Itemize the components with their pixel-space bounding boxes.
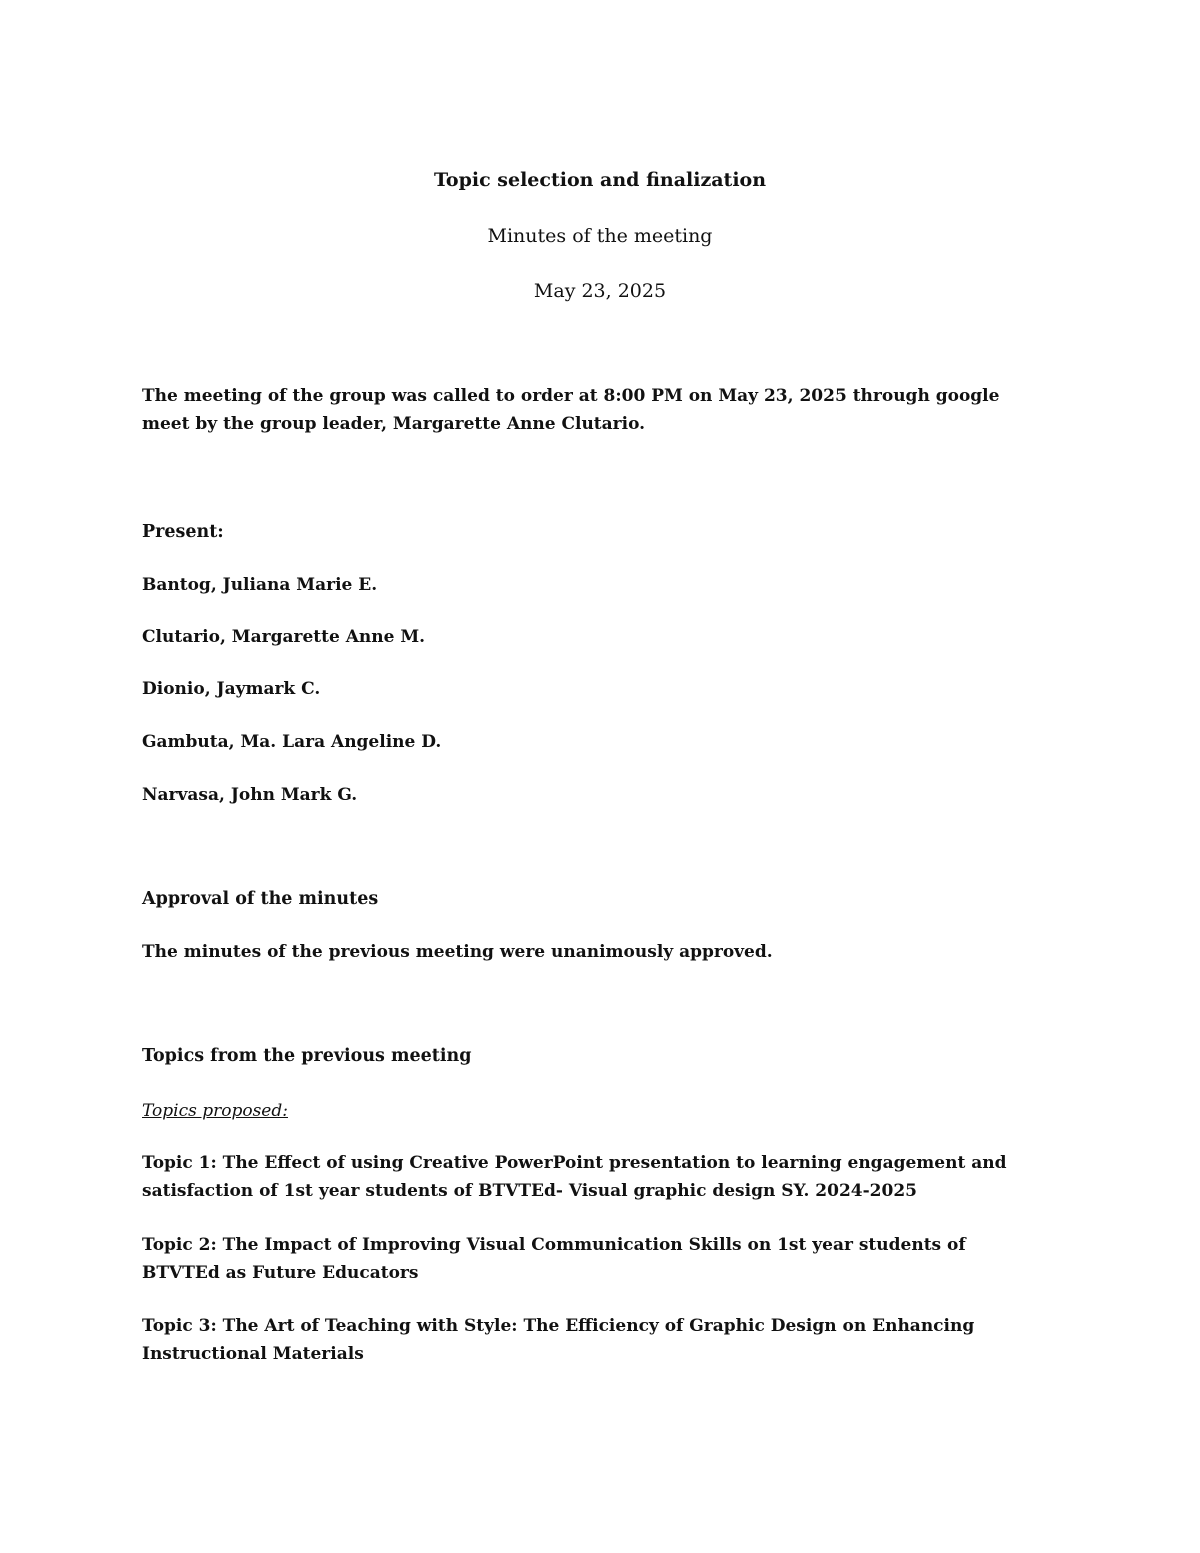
present-member: Bantog, Juliana Marie E.: [142, 575, 378, 595]
document-date: May 23, 2025: [533, 280, 667, 302]
topics-heading: Topics from the previous meeting: [142, 1046, 472, 1066]
present-heading: Present:: [142, 522, 224, 542]
present-member: Gambuta, Ma. Lara Angeline D.: [142, 732, 442, 752]
topics-subheading: Topics proposed:: [142, 1101, 288, 1121]
present-member: Narvasa, John Mark G.: [142, 785, 358, 805]
topic-item: Topic 2: The Impact of Improving Visual Communication Skills on 1st year students of BTVTEd as Future Educators: [142, 1235, 966, 1283]
intro-paragraph: The meeting of the group was called to order at 8:00 PM on May 23, 2025 through google meet by the group leader, Margarette Anne Clutario.: [142, 386, 1000, 434]
topic-item: Topic 3: The Art of Teaching with Style: The Efficiency of Graphic Design on Enhancing Instructional Materials: [142, 1316, 975, 1364]
document-title: Topic selection and finalization: [433, 169, 767, 191]
approval-heading: Approval of the minutes: [142, 889, 379, 909]
approval-text: The minutes of the previous meeting were unanimously approved.: [142, 942, 773, 962]
present-member: Dionio, Jaymark C.: [142, 679, 321, 699]
topic-item: Topic 1: The Effect of using Creative PowerPoint presentation to learning engagement and satisfaction of 1st year students of BTVTEd- Visual graphic design SY. 2024-2025: [142, 1153, 1007, 1201]
document-subtitle: Minutes of the meeting: [487, 225, 713, 247]
present-member: Clutario, Margarette Anne M.: [142, 627, 426, 647]
